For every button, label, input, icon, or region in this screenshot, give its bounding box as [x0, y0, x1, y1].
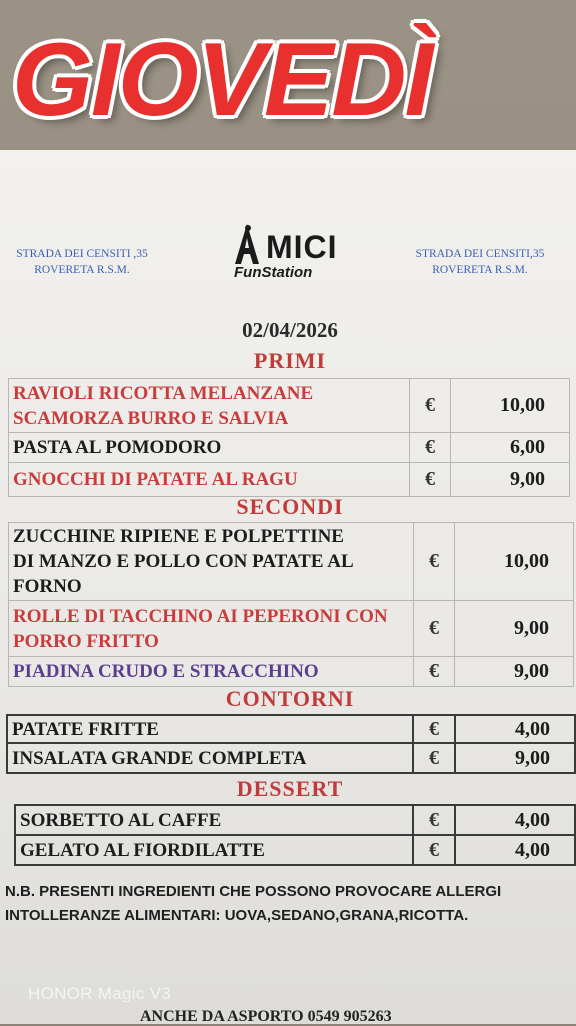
takeaway-text: ANCHE DA ASPORTO 0549 905263 — [140, 1008, 392, 1025]
currency-symbol: € — [410, 379, 451, 433]
address-left — [2, 246, 162, 278]
dish-price: 4,00 — [455, 715, 575, 743]
address-right-line1: STRADA DEI CENSITI,35 — [415, 248, 545, 260]
dish-name-line: SCAMORZA BURRO E SALVIA — [13, 407, 289, 429]
menu-date: 02/04/2026 — [242, 318, 338, 342]
menu-row — [15, 805, 575, 835]
menu-row — [9, 379, 570, 433]
dish-name-line: PORRO FRITTO — [13, 630, 159, 652]
menu-row — [9, 601, 574, 657]
section-title-contorni: CONTORNI — [225, 686, 355, 711]
dessert-table — [14, 804, 576, 866]
section-title-primi: PRIMI — [253, 348, 327, 373]
currency-symbol: € — [414, 601, 455, 657]
currency-symbol: € — [413, 805, 455, 835]
dish-name: SORBETTO AL CAFFE — [15, 805, 413, 835]
dish-name: GNOCCHI DI PATATE AL RAGU — [9, 463, 410, 497]
dish-name: PIADINA CRUDO E STRACCHINO — [9, 657, 414, 687]
menu-row — [9, 463, 570, 497]
dish-name: GELATO AL FIORDILATTE — [15, 835, 413, 865]
dish-name-line: FORNO — [13, 576, 82, 597]
dish-name-line: ZUCCHINE RIPIENE E POLPETTINE — [13, 526, 344, 547]
day-title: GIOVEDÌ — [12, 22, 432, 138]
dish-name-line: ROLLE DI TACCHINO AI PEPERONI CON — [13, 605, 388, 627]
dish-price: 9,00 — [455, 601, 574, 657]
logo-subtitle: FunStation — [234, 264, 313, 281]
menu-row — [9, 657, 574, 687]
menu-row — [7, 715, 575, 743]
section-title-secondi: SECONDI — [236, 494, 344, 519]
menu-row — [15, 835, 575, 865]
menu-row — [9, 433, 570, 463]
dish-price: 10,00 — [455, 523, 574, 601]
address-right-line2: ROVERETA R.S.M. — [432, 264, 528, 276]
dish-name-line: DI MANZO E POLLO CON PATATE AL — [13, 551, 354, 572]
dish-name — [9, 523, 414, 601]
currency-symbol: € — [413, 715, 455, 743]
address-left-line2: ROVERETA R.S.M. — [34, 264, 130, 276]
restaurant-logo — [228, 218, 352, 286]
dish-name: PASTA AL POMODORO — [9, 433, 410, 463]
dish-price: 6,00 — [451, 433, 570, 463]
allergen-note — [5, 880, 576, 928]
dish-price: 4,00 — [455, 835, 575, 865]
secondi-table — [8, 522, 574, 687]
silhouette-a-icon — [232, 222, 262, 266]
dish-price: 9,00 — [455, 743, 575, 773]
currency-symbol: € — [413, 835, 455, 865]
menu-row — [9, 523, 574, 601]
section-title-dessert: DESSERT — [236, 776, 344, 801]
dish-name-line: RAVIOLI RICOTTA MELANZANE — [13, 382, 314, 404]
camera-watermark: HONOR Magic V3 — [28, 984, 172, 1003]
dish-name: PATATE FRITTE — [7, 715, 413, 743]
address-left-line1: STRADA DEI CENSITI ,35 — [16, 248, 148, 260]
currency-symbol: € — [413, 743, 455, 773]
logo-title: MICI — [266, 229, 338, 265]
dish-name: INSALATA GRANDE COMPLETA — [7, 743, 413, 773]
allergen-note-line1: N.B. PRESENTI INGREDIENTI CHE POSSONO PROVOCARE ALLERGI — [5, 883, 502, 900]
dish-name — [9, 379, 410, 433]
currency-symbol: € — [414, 657, 455, 687]
menu-row — [7, 743, 575, 773]
dish-price: 4,00 — [455, 805, 575, 835]
contorni-table — [6, 714, 576, 774]
primi-table — [8, 378, 570, 497]
currency-symbol: € — [410, 433, 451, 463]
dish-price: 10,00 — [451, 379, 570, 433]
currency-symbol: € — [410, 463, 451, 497]
address-right — [400, 246, 560, 278]
allergen-note-line2: INTOLLERANZE ALIMENTARI: UOVA,SEDANO,GRANA,RICOTTA. — [5, 907, 469, 924]
dish-price: 9,00 — [455, 657, 574, 687]
dish-price: 9,00 — [451, 463, 570, 497]
currency-symbol: € — [414, 523, 455, 601]
dish-name — [9, 601, 414, 657]
